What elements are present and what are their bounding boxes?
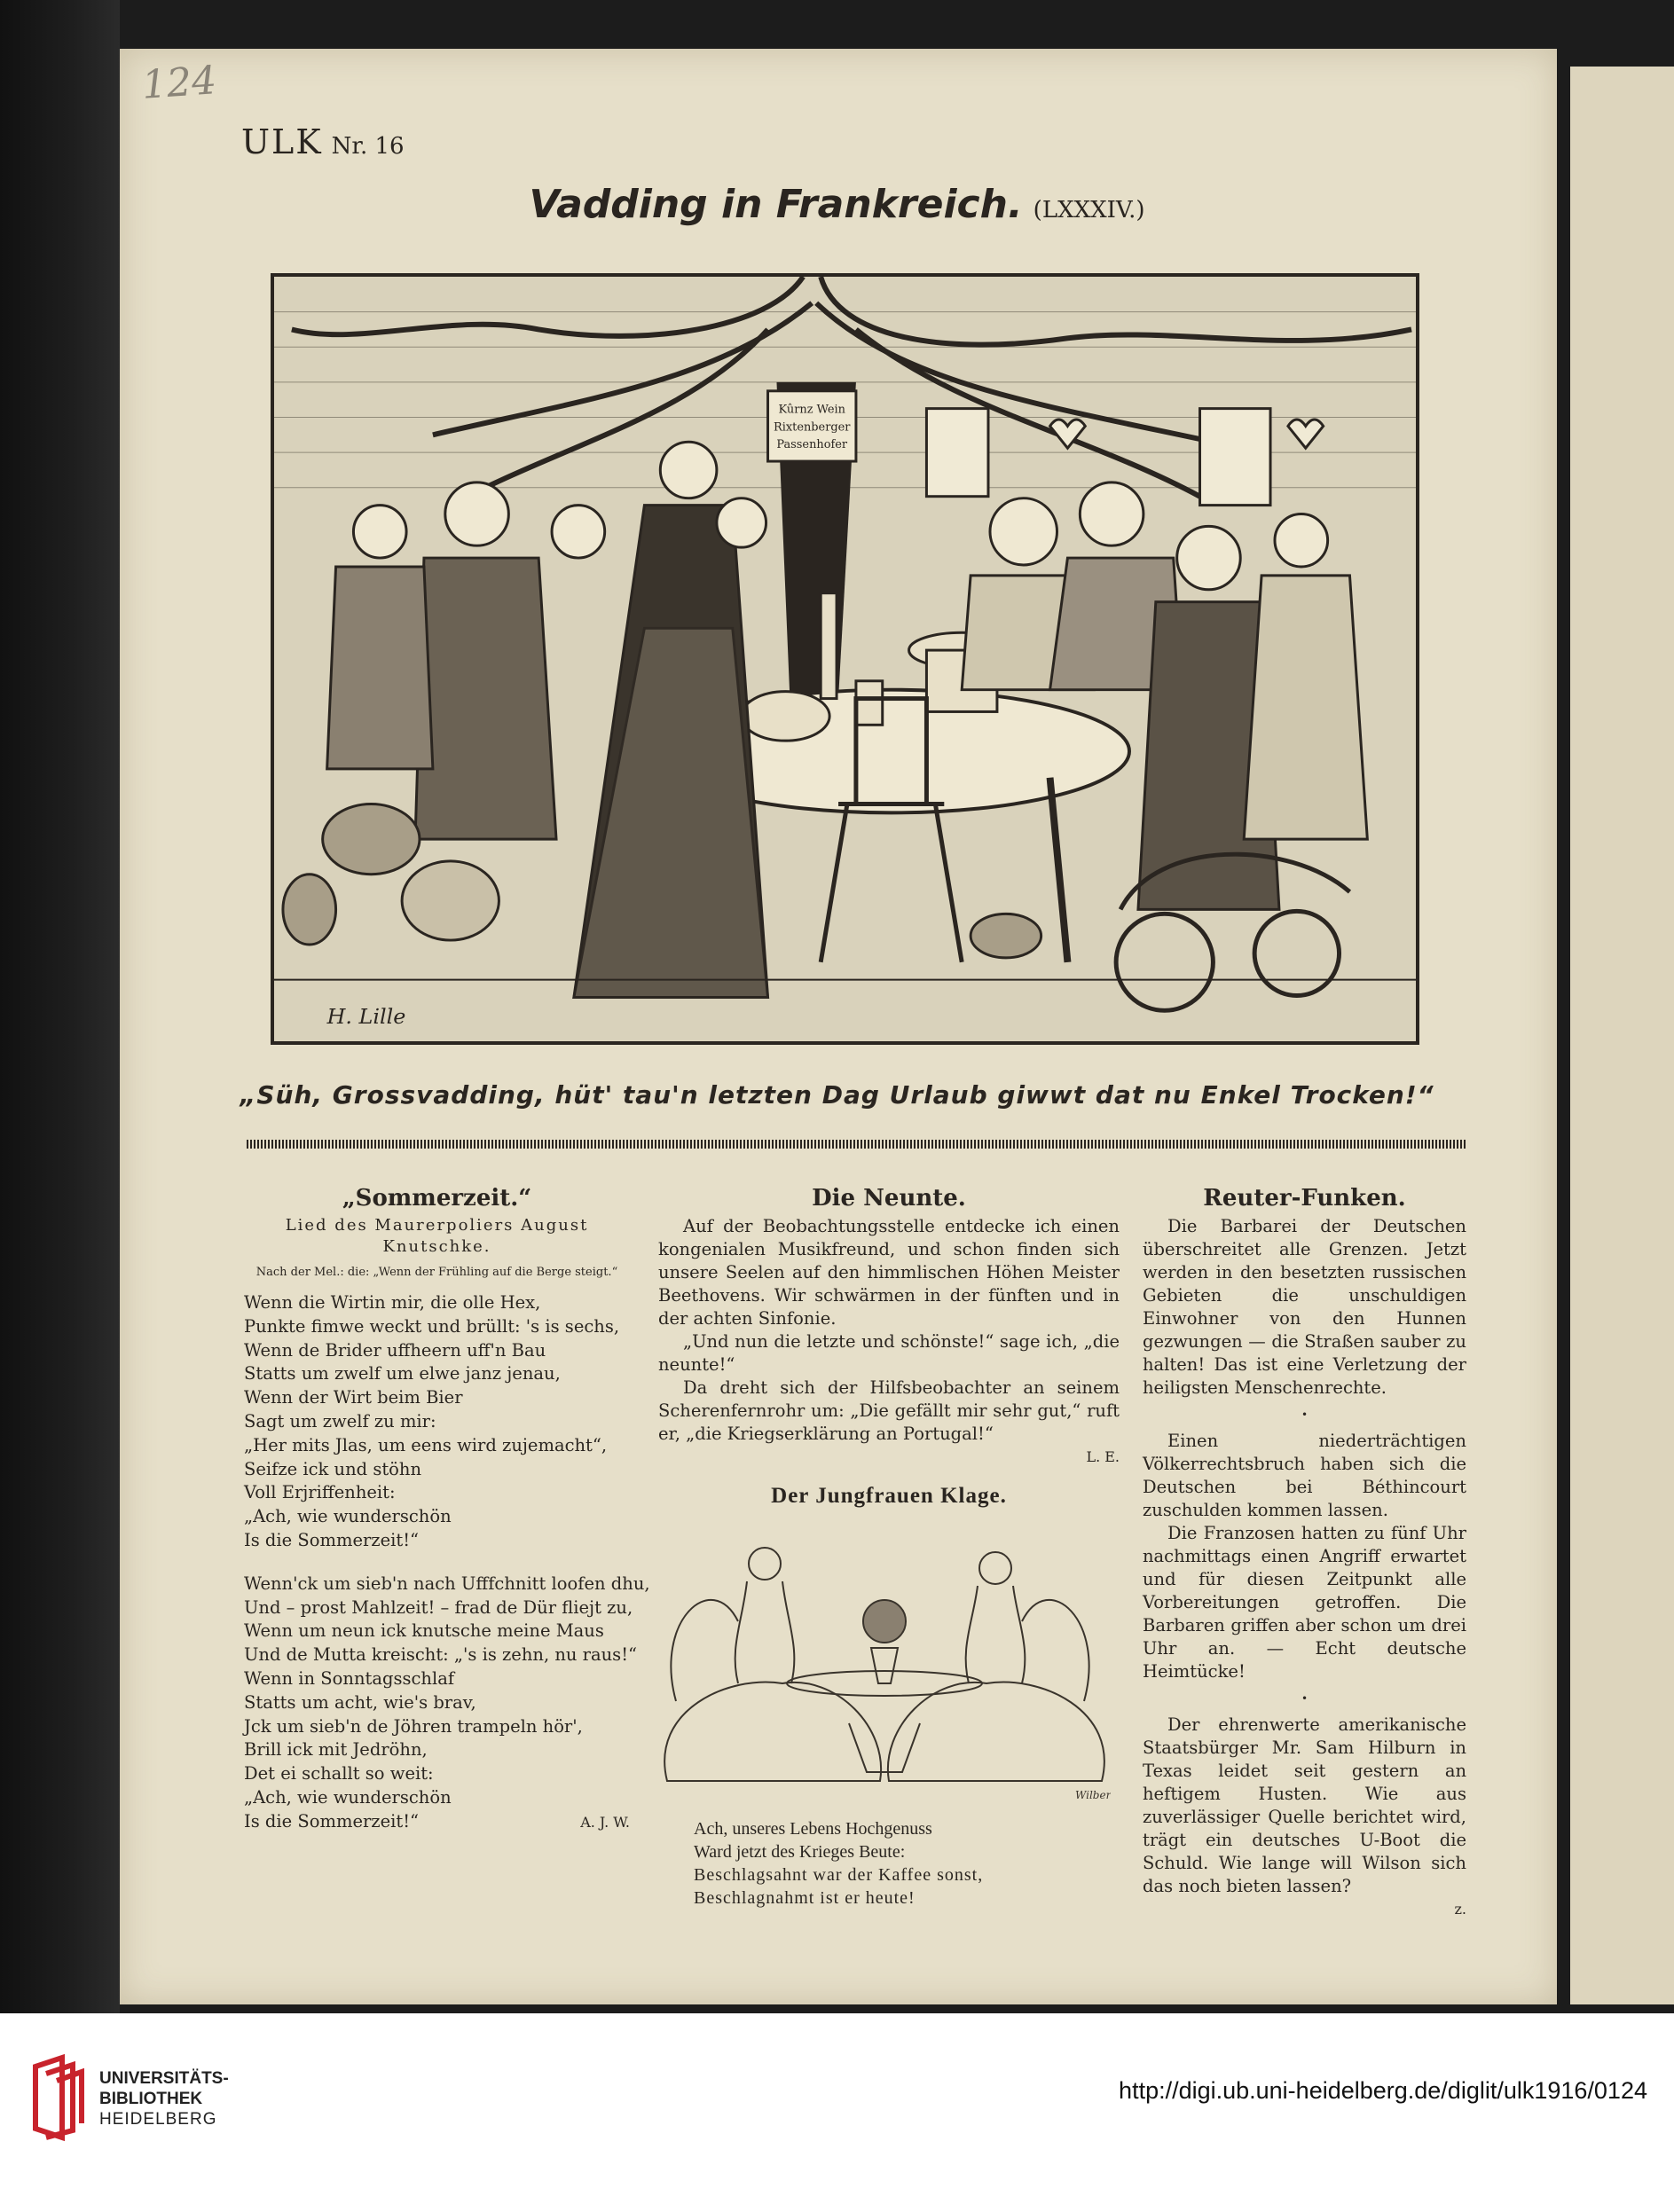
library-name [99, 2068, 229, 2130]
sign-line-3: Passenhofer [776, 438, 848, 452]
paragraph: „Und nun die letzte und schönste!“ sage ich, „die neunte!“ [658, 1331, 1120, 1375]
paragraph: Die Franzosen hatten zu fünf Uhr nachmittags einen Angriff erwartet und für diesen Zeitpunkt alle Vorbereitungen getroffen. Die Barbaren griffen aber schon um drei Uhr an. — Echt deutsche Heimtücke! [1143, 1523, 1466, 1682]
verse-line: Sagt um zwelf zu mir: [244, 1410, 436, 1432]
verse-line: Wenn um neun ick knutsche meine Maus [244, 1620, 604, 1642]
section-divider [247, 1140, 1466, 1149]
illustration-drawing [274, 277, 1416, 1041]
verse-line: Jck um sieb'n de Jöhren trampeln hör', [244, 1715, 583, 1737]
separator-dot: • [1301, 1408, 1309, 1421]
poem-title: „Sommerzeit.“ [342, 1185, 532, 1212]
stanza-1 [244, 1291, 630, 1553]
verse-line: Det ei schallt so weit: [244, 1763, 434, 1785]
library-logo-icon [27, 2049, 87, 2146]
verse-line: „Ach, wie wunderschön [244, 1506, 452, 1527]
illustration-caption: „Süh, Grossvadding, hüt' tau'n letzten Dag Urlaub giwwt dat nu Enkel Trocken!“ [240, 1080, 1434, 1110]
verse-line: Voll Erjriffenheit: [244, 1482, 396, 1503]
issue-number: Nr. 16 [331, 133, 405, 160]
book-binding [0, 0, 120, 2013]
verse-line: Wenn die Wirtin mir, die olle Hex, [244, 1292, 541, 1313]
stanza-2 [244, 1573, 650, 1834]
sign-line-2: Rixtenberger [774, 420, 851, 435]
verse-line: Wenn der Wirt beim Bier [244, 1387, 463, 1408]
article-title: Die Neunte. [812, 1185, 966, 1212]
verse-line: Wenn in Sonntagsschlaf [244, 1667, 455, 1689]
paragraph: Einen niederträchtigen Völkerrechtsbruch haben sich die Deutschen bei Béthincourt zuschulden kommen lassen. [1143, 1431, 1466, 1520]
klage-artist: Wilber [1075, 1789, 1111, 1801]
poem-melody-note: Nach der Mel.: die: „Wenn der Frühling auf die Berge steigt.“ [255, 1266, 618, 1279]
library-name-line: BIBLIOTHEK [99, 2090, 203, 2108]
poem-subtitle-1: Lied des Maurerpoliers August [285, 1216, 589, 1235]
column-die-neunte [658, 1187, 1120, 1910]
permalink[interactable]: http://digi.ub.uni-heidelberg.de/diglit/ulk1916/0124 [1119, 2077, 1647, 2104]
poem-line: Ach, unseres Lebens Hochgenuss [694, 1819, 932, 1839]
title-number: (LXXXIV.) [1033, 197, 1145, 224]
verse-line: „Her mits Jlas, um eens wird zujemacht“, [244, 1434, 608, 1455]
verse-line: Seifze ick und stöhn [244, 1458, 422, 1479]
verse-line: Und – prost Mahlzeit! – frad de Dür fliejt zu, [244, 1596, 633, 1618]
verse-line: Wenn de Brider uffheern uff'n Bau [244, 1339, 546, 1361]
next-page-edge [1570, 67, 1674, 2004]
page-title [0, 182, 1674, 227]
main-illustration [271, 273, 1419, 1045]
separator-dot: • [1301, 1692, 1309, 1705]
poem-subtitle-2: Knutschke. [382, 1237, 491, 1256]
library-name-line: UNIVERSITÄTS- [99, 2069, 229, 2088]
verse-line: Und de Mutta kreischt: „'s is zehn, nu raus!“ [244, 1644, 637, 1666]
masthead [241, 122, 405, 161]
verse-line: Statts um zwelf um elwe janz jenau, [244, 1363, 561, 1384]
klage-poem [694, 1817, 1120, 1910]
article-signature: z. [1454, 1901, 1466, 1918]
pencil-page-number: 124 [140, 58, 218, 108]
poem-signature: A. J. W. [580, 1813, 630, 1831]
verse-line: Punkte fimwe weckt und brüllt: 's is sechs, [244, 1315, 620, 1337]
verse-line: Wenn'ck um sieb'n nach Ufffchnitt loofen dhu, [244, 1573, 650, 1594]
library-city: HEIDELBERG [99, 2110, 217, 2129]
article-title: Reuter-Funken. [1203, 1185, 1406, 1212]
poem-line: Beschlagnahmt ist er heute! [694, 1888, 916, 1908]
verse-line: „Ach, wie wunderschön [244, 1786, 452, 1808]
column-reuter-funken [1143, 1187, 1466, 1921]
sign-line-1: Kûrnz Wein [778, 403, 845, 417]
verse-line: Statts um acht, wie's brav, [244, 1691, 476, 1713]
verse-line: Is die Sommerzeit!“ [244, 1529, 419, 1550]
library-footer [0, 2013, 1674, 2212]
title-main: Vadding in Frankreich. [529, 182, 1023, 227]
poem-line: Ward jetzt des Krieges Beute: [694, 1842, 906, 1862]
paragraph: Auf der Beobachtungsstelle entdecke ich einen kongenialen Musikfreund, und schon finden sich unsere Seelen auf den himmlischen Höhen Meister Beethovens. Wir schwärmen in der fünften und in der achten Sinfonie. [658, 1216, 1120, 1329]
paragraph: Der ehrenwerte amerikanische Staatsbürger Mr. Sam Hilburn in Texas leidet seit gestern an heftigem Husten. Wie aus zuverlässiger Quelle berichtet wird, trägt ein deutsches U-Boot die Schuld. Wie lange will Wilson sich das noch bieten lassen? [1143, 1714, 1466, 1896]
illustration-artist: H. Lille [326, 1004, 406, 1030]
paragraph: Da dreht sich der Hilfsbeobachter an seinem Scherenfernrohr um: „Die gefällt mir sehr gut,“ ruft er, „die Kriegserklärung an Portugal!“ [658, 1377, 1120, 1444]
poem-line: Beschlagsahnt war der Kaffee sonst, [694, 1865, 984, 1885]
masthead-name: ULK [241, 122, 323, 161]
verse-line: Is die Sommerzeit!“ [244, 1810, 419, 1832]
klage-illustration [658, 1515, 1111, 1808]
klage-title: Der Jungfrauen Klage. [771, 1484, 1007, 1508]
column-sommerzeit [244, 1185, 650, 1834]
article-signature: L. E. [1086, 1448, 1120, 1465]
paragraph: Die Barbarei der Deutschen überschreitet alle Grenzen. Jetzt werden in den besetzten russischen Gebieten die unschuldigen Einwohner von den Hunnen gezwungen — die Straßen sauber zu halten! Das ist eine Verletzung der heiligsten Menschenrechte. [1143, 1216, 1466, 1398]
verse-line: Brill ick mit Jedröhn, [244, 1739, 428, 1761]
